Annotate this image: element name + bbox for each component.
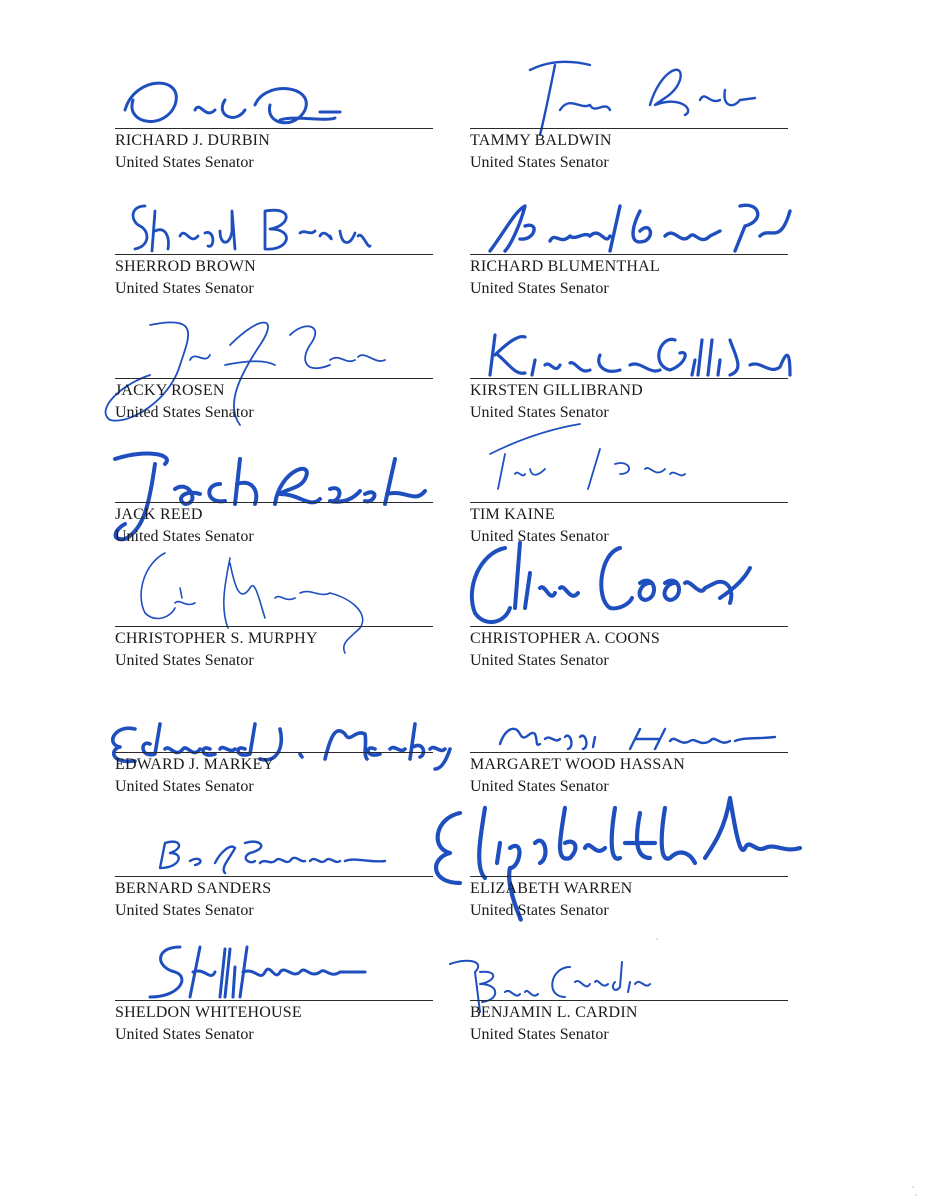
signatory-name: RICHARD J. DURBIN	[115, 132, 270, 149]
signature-blumenthal	[480, 191, 800, 261]
signatory-name: KIRSTEN GILLIBRAND	[470, 382, 643, 399]
signatory-name: BENJAMIN L. CARDIN	[470, 1004, 638, 1021]
signatory-title: United States Senator	[470, 652, 609, 669]
signature-line	[115, 752, 433, 753]
signatory-name: TIM KAINE	[470, 506, 555, 523]
signature-line	[470, 378, 788, 379]
signature-hassan	[480, 719, 780, 759]
signature-line	[115, 876, 433, 877]
signature-line	[470, 502, 788, 503]
signatory-title: United States Senator	[470, 280, 609, 297]
signatory-name: SHELDON WHITEHOUSE	[115, 1004, 302, 1021]
signatory-name: EDWARD J. MARKEY	[115, 756, 275, 773]
signatory-name: TAMMY BALDWIN	[470, 132, 612, 149]
signature-line	[115, 254, 433, 255]
signature-line	[470, 128, 788, 129]
signature-line	[115, 1000, 433, 1001]
paper-speck	[656, 938, 658, 940]
signature-whitehouse	[135, 937, 375, 1007]
paper-speck	[912, 1186, 914, 1188]
signature-line	[470, 254, 788, 255]
signatory-name: SHERROD BROWN	[115, 258, 256, 275]
signatory-title: United States Senator	[115, 778, 254, 795]
signatory-title: United States Senator	[470, 902, 609, 919]
signatory-name: RICHARD BLUMENTHAL	[470, 258, 660, 275]
signatory-title: United States Senator	[115, 1026, 254, 1043]
signature-durbin	[105, 70, 345, 140]
signature-line	[470, 876, 788, 877]
signatory-title: United States Senator	[470, 1026, 609, 1043]
signature-line	[470, 1000, 788, 1001]
signatory-name: CHRISTOPHER A. COONS	[470, 630, 660, 647]
signature-brown	[120, 191, 370, 261]
signature-kaine	[470, 419, 730, 509]
signature-line	[115, 378, 433, 379]
signatory-title: United States Senator	[115, 652, 254, 669]
signature-line	[115, 626, 433, 627]
signature-line	[115, 502, 433, 503]
signature-gillibrand	[480, 325, 800, 385]
signature-line	[470, 752, 788, 753]
signatory-title: United States Senator	[470, 528, 609, 545]
paper-speck	[915, 1194, 917, 1196]
signature-line	[115, 128, 433, 129]
signatory-name: CHRISTOPHER S. MURPHY	[115, 630, 318, 647]
signatory-name: JACK REED	[115, 506, 203, 523]
signature-line	[470, 626, 788, 627]
signatory-title: United States Senator	[470, 778, 609, 795]
signatory-name: BERNARD SANDERS	[115, 880, 272, 897]
signatory-name: JACKY ROSEN	[115, 382, 225, 399]
signatory-title: United States Senator	[115, 154, 254, 171]
signatory-title: United States Senator	[470, 404, 609, 421]
signatory-title: United States Senator	[115, 404, 254, 421]
signatory-title: United States Senator	[115, 528, 254, 545]
signatory-title: United States Senator	[115, 280, 254, 297]
signatory-title: United States Senator	[470, 154, 609, 171]
signature-baldwin	[510, 50, 770, 140]
signatory-name: MARGARET WOOD HASSAN	[470, 756, 685, 773]
signatory-name: ELIZABETH WARREN	[470, 880, 633, 897]
signatory-title: United States Senator	[115, 902, 254, 919]
